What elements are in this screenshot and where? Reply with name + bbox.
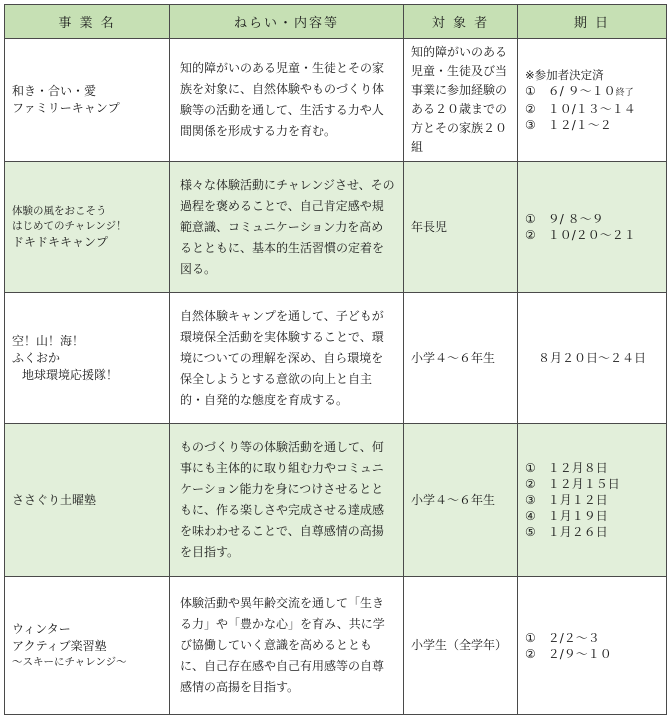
program-name-line: ファミリーキャンプ bbox=[12, 101, 120, 115]
program-table-container bbox=[4, 4, 666, 715]
program-name-line: ウィンター bbox=[12, 622, 71, 636]
header-name: 事 業 名 bbox=[5, 5, 170, 39]
program-name bbox=[5, 162, 170, 293]
header-content: ねらい・内容等 bbox=[170, 5, 404, 39]
program-target: 小学４～６年生 bbox=[404, 424, 518, 577]
table-row bbox=[5, 39, 667, 162]
program-name bbox=[5, 424, 170, 577]
date-item: ② ２/９～１０ bbox=[525, 646, 612, 661]
date-item: ８月２０日～２４日 bbox=[537, 351, 646, 365]
program-content: ものづくり等の体験活動を通して、何事にも主体的に取り組む力やコミュニケーション能力を身につけさせるとともに、作る楽しさや完成させる達成感を味わわせることで、自尊感情の高揚を目指す。 bbox=[170, 424, 404, 577]
program-name bbox=[5, 39, 170, 162]
date-item: ⑤ １月２６日 bbox=[525, 525, 608, 539]
program-content: 体験活動や異年齢交流を通して「生きる力」や「豊かな心」を育み、共に学び協働していく意識を高めるとともに、自己存在感や自己有用感等の自尊感情の高揚を目指す。 bbox=[170, 577, 404, 715]
program-target: 小学生（全学年） bbox=[404, 577, 518, 715]
program-table bbox=[4, 4, 667, 715]
table-header-row bbox=[5, 5, 667, 39]
table-row bbox=[5, 424, 667, 577]
header-date: 期 日 bbox=[518, 5, 667, 39]
date-item: ② １０/２０～２１ bbox=[525, 228, 636, 242]
table-row bbox=[5, 162, 667, 293]
table-row bbox=[5, 293, 667, 424]
program-dates bbox=[518, 162, 667, 293]
date-item: ① ６/ ９～１０終了 bbox=[525, 84, 634, 98]
program-dates bbox=[518, 39, 667, 162]
date-item: ① ９/ ８～９ bbox=[525, 212, 604, 226]
date-item: ② １０/１３～１４ bbox=[525, 102, 636, 116]
program-name-line: 空！山！海！ bbox=[12, 333, 85, 348]
date-item: ③ １２/１～２ bbox=[525, 118, 612, 132]
table-row bbox=[5, 577, 667, 715]
date-item: ② １２月１５日 bbox=[525, 477, 620, 491]
program-name-line: アクティブ楽習塾 bbox=[12, 639, 107, 653]
program-target: 年長児 bbox=[404, 162, 518, 293]
program-name-line: 体験の風をおこそう bbox=[12, 204, 107, 217]
program-name bbox=[5, 577, 170, 715]
program-name-line: 地球環境応援隊！ bbox=[22, 367, 119, 382]
program-dates bbox=[518, 293, 667, 424]
program-target: 小学４～６年生 bbox=[404, 293, 518, 424]
program-content: 自然体験キャンプを通して、子どもが環境保全活動を実体験することで、環境についての理解を深め、自ら環境を保全しようとする意欲の向上と自主的・自発的な態度を育成する。 bbox=[170, 293, 404, 424]
program-content: 知的障がいのある児童・生徒とその家族を対象に、自然体験やものづくり体験等の活動を通して、生活する力や人間関係を形成する力を育む。 bbox=[170, 39, 404, 162]
program-name-line: ～スキーにチャレンジ～ bbox=[12, 656, 127, 668]
header-target: 対 象 者 bbox=[404, 5, 518, 39]
program-target: 知的障がいのある児童・生徒及び当事業に参加経験のある２０歳までの方とその家族２０組 bbox=[404, 39, 518, 162]
date-item: ① ２/２～３ bbox=[525, 630, 600, 645]
date-suffix: 終了 bbox=[615, 88, 634, 98]
program-name-line: はじめてのチャレンジ！ bbox=[12, 219, 127, 232]
program-dates bbox=[518, 577, 667, 715]
program-dates bbox=[518, 424, 667, 577]
program-name-line: ドキドキキャンプ bbox=[12, 234, 109, 249]
program-name-line: ささぐり土曜塾 bbox=[12, 492, 97, 507]
program-name-line: 和き・合い・愛 bbox=[12, 84, 97, 98]
program-content: 様々な体験活動にチャレンジさせ、その過程を褒めることで、自己肯定感や規範意識、コミュニケーション力を高めるとともに、基本的生活習慣の定着を図る。 bbox=[170, 162, 404, 293]
date-item: ① １２月８日 bbox=[525, 461, 608, 475]
date-item: ④ １月１９日 bbox=[525, 509, 608, 523]
date-note: ※参加者決定済 bbox=[525, 68, 604, 82]
program-name bbox=[5, 293, 170, 424]
program-name-line: ふくおか bbox=[12, 350, 61, 365]
date-item: ③ １月１２日 bbox=[525, 493, 608, 507]
